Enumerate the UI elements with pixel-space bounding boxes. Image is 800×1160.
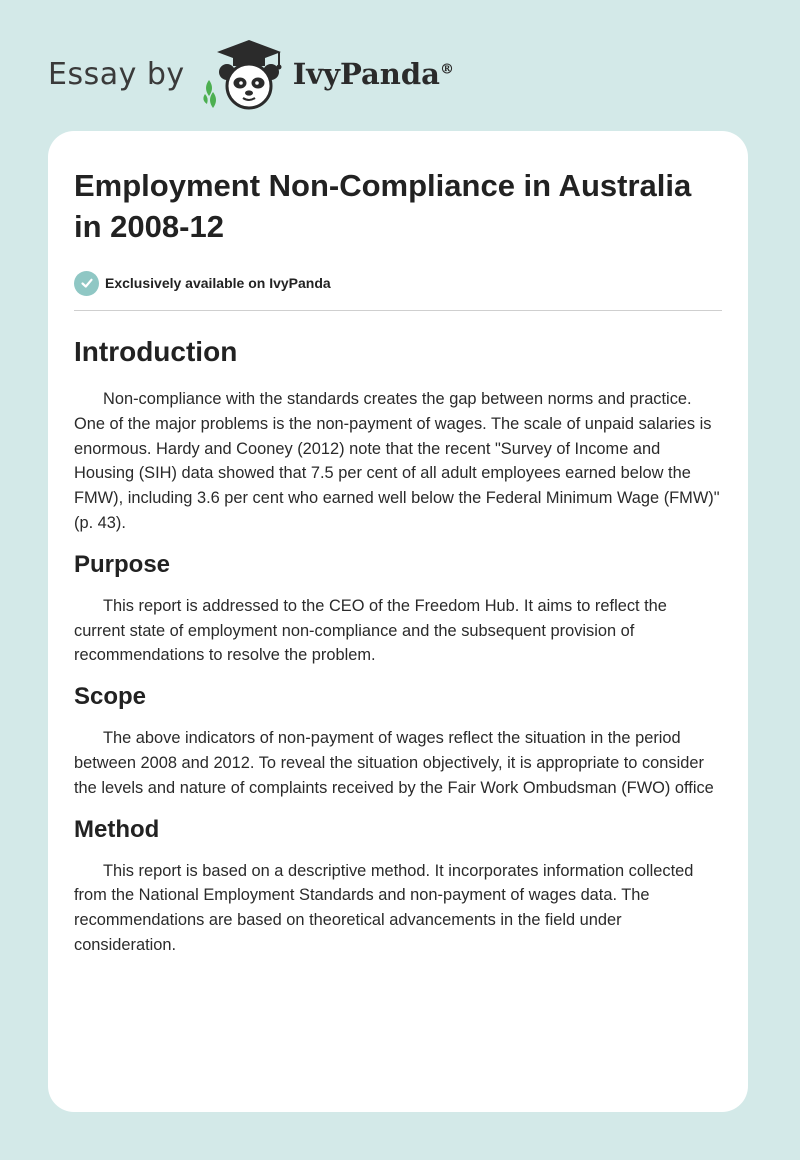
essay-by-label: Essay by: [48, 56, 185, 92]
section-heading: Introduction: [74, 336, 238, 367]
section-paragraph: The above indicators of non-payment of wages reflect the situation in the period between 2008 and 2012. To reveal the situation objectively, it is appropriate to consider the levels and nature of complaints received by the Fair Work Ombudsman (FWO) office: [74, 729, 714, 797]
section-purpose: [74, 550, 722, 668]
section-method: [74, 815, 722, 958]
divider: [74, 310, 722, 311]
section-paragraph: Non-compliance with the standards creates the gap between norms and practice. One of the major problems is the non-payment of wages. The scale of unpaid salaries is enormous. Hardy and Cooney (2012) note that the recent "Survey of Income and Housing (SIH) data showed that 7.5 per cent of all adult employees earned below the FMW), including 3.6 per cent who earned well below the Federal Minimum Wage (FMW)" (p. 43).: [74, 390, 720, 532]
section-paragraph: This report is addressed to the CEO of the Freedom Hub. It aims to reflect the current state of employment non-compliance and the subsequent provision of recommendations to resolve the problem.: [74, 596, 667, 665]
section-heading: Purpose: [74, 550, 171, 578]
brand-label: IvyPanda: [292, 57, 440, 91]
article-card: [48, 131, 748, 1112]
section-heading: Scope: [74, 683, 147, 711]
site-header: [48, 34, 454, 114]
page-title: Employment Non-Compliance in Australia in 2008-12: [74, 168, 692, 244]
exclusive-badge: [74, 269, 722, 297]
section-scope: [74, 682, 722, 800]
section-heading: Method: [74, 815, 160, 843]
brand-name[interactable]: [293, 57, 454, 91]
registered-mark: ®: [439, 61, 454, 78]
panda-graduate-logo-icon[interactable]: [199, 36, 291, 112]
section-paragraph: This report is based on a descriptive method. It incorporates information collected from the National Employment Standards and non-payment of wages data. The recommendations are based on theoretical advancements in the field under consideration.: [74, 861, 694, 954]
section-introduction: [74, 335, 722, 536]
check-circle-icon: [74, 271, 99, 296]
badge-label: Exclusively available on IvyPanda: [105, 275, 331, 291]
